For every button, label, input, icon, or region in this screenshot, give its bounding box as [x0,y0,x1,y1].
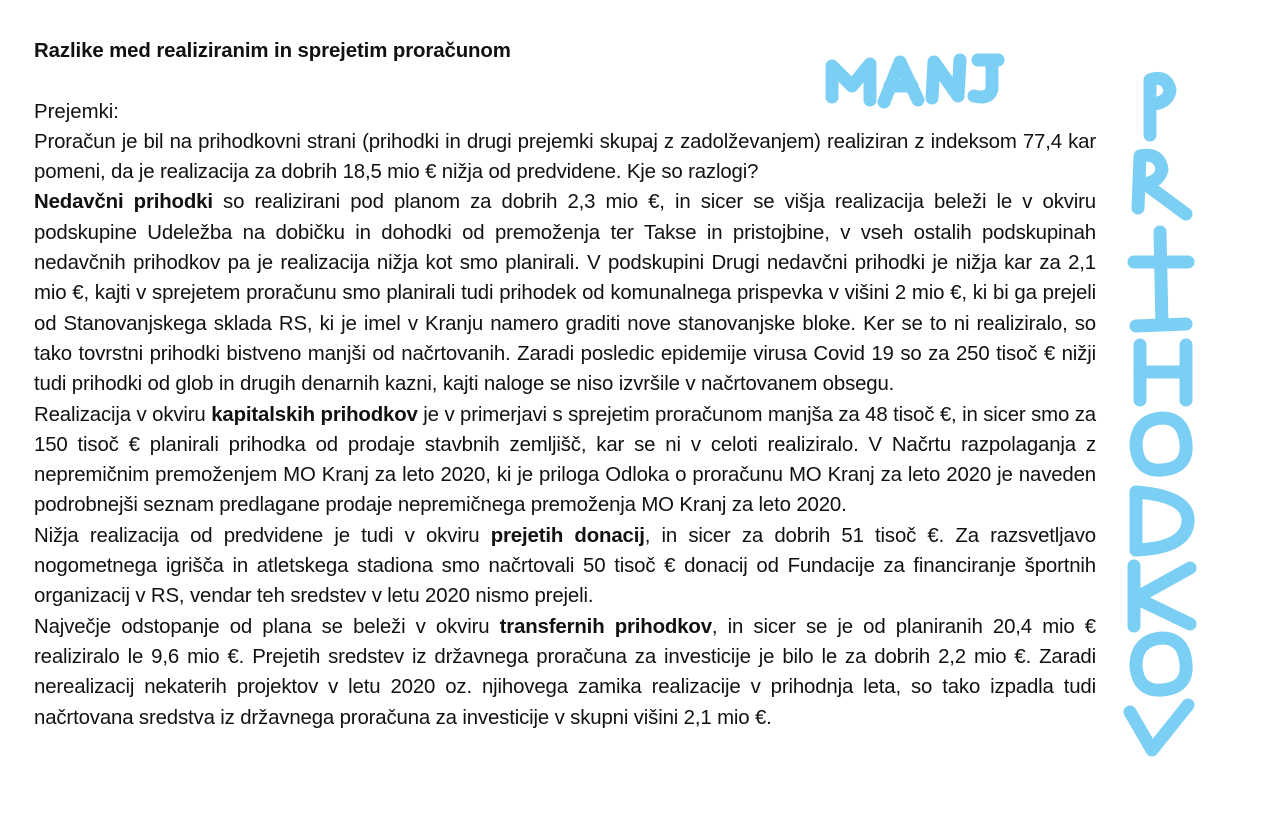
paragraph-donations-text: , in sicer za dobrih 51 tisoč €. Za razsvetljavo nogometnega igrišča in atletskega stadiona smo načrtovali 50 tisoč € donacij od Fundacije za financiranje športnih organizacij v RS, vendar teh sredstev v letu 2020 nismo prejeli. [34,524,1096,608]
paragraph-transfer-text: , in sicer se je od planiranih 20,4 mio € realiziralo le 9,6 mio €. Prejetih sredstev iz državnega proračuna za investicije je bilo le za dobrih 2,2 mio €. Zaradi nerealizacij nekaterih projektov v letu 2020 oz. njihovega zamika realizacije v prihodnja leta, so tako izpadla tudi načrtovana sredstva iz državnega proračuna za investicije v skupni višini 2,1 mio €. [34,615,1096,729]
paragraph-overview [34,127,1096,188]
paragraph-capital-text: je v primerjavi s sprejetim proračunom manjša za 48 tisoč €, in sicer smo za 150 tisoč € planirali prihodka od prodaje stavbnih zemljišč, kar se ni v celoti realiziralo. V Načrtu razpolaganja z nepremičnim premoženjem MO Kranj za leto 2020, ki je priloga Odloka o proračunu MO Kranj za leto 2020 je naveden podrobnejši seznam predlagane prodaje nepremičnega premoženja MO Kranj za leto 2020. [34,403,1096,517]
paragraph-donations-intro: Nižja realizacija od predvidene je tudi v okviru [34,524,491,547]
section-label: Prejemki: [34,100,119,123]
bold-term-non-tax: Nedavčni prihodki [34,191,213,214]
paragraph-capital-intro: Realizacija v okviru [34,403,212,426]
blank-line [34,66,1096,96]
document-title: Razlike med realiziranim in sprejetim proračunom [34,40,511,62]
paragraph-non-tax-text: so realizirani pod planom za dobrih 2,3 mio €, in sicer se višja realizacija beleži le v okviru podskupine Udeležba na dobičku in dohodki od premoženja ter Takse in pristojbine, v vseh ostalih podskupinah nedavčnih prihodkov pa je realizacija nižja kot smo planirali. V podskupini Drugi nedavčni prihodki je nižja kar za 2,1 mio €, kajti v sprejetem proračunu smo planirali tudi prihodek od komunalnega prispevka v višini 2 mio €, ki bi ga prejeli od Stanovanjskega sklada RS, ki je imel v Kranju namero graditi nove stanovanjske bloke. Ker se to ni realiziralo, so tako tovrstni prihodki bistveno manjši od načrtovanih. Zaradi posledic epidemije virusa Covid 19 so za 250 tisoč € nižji tudi prihodki od glob in drugih denarnih kazni, kajti naloge se niso izvršile v načrtovanem obsegu. [34,191,1096,396]
document-body [34,36,1096,733]
paragraph-transfer-revenue [34,612,1096,733]
bold-term-donations: prejetih donacij [490,524,645,547]
paragraph-non-tax-revenue [34,187,1096,399]
paragraph-transfer-intro: Največje odstopanje od plana se beleži v okviru [34,615,500,638]
paragraph-overview-text: Proračun je bil na prihodkovni strani (prihodki in drugi prejemki skupaj z zadolževanjem) realiziran z indeksom 77,4 kar pomeni, da je realizacija za dobrih 18,5 mio € nižja od predvidene. Kje so razlogi? [34,130,1096,184]
paragraph-donations [34,521,1096,612]
bold-term-capital: kapitalskih prihodkov [211,403,418,426]
handwritten-word-prihodkov [1130,78,1190,750]
paragraph-capital-revenue [34,400,1096,521]
bold-term-transfer: transfernih prihodkov [499,615,712,638]
